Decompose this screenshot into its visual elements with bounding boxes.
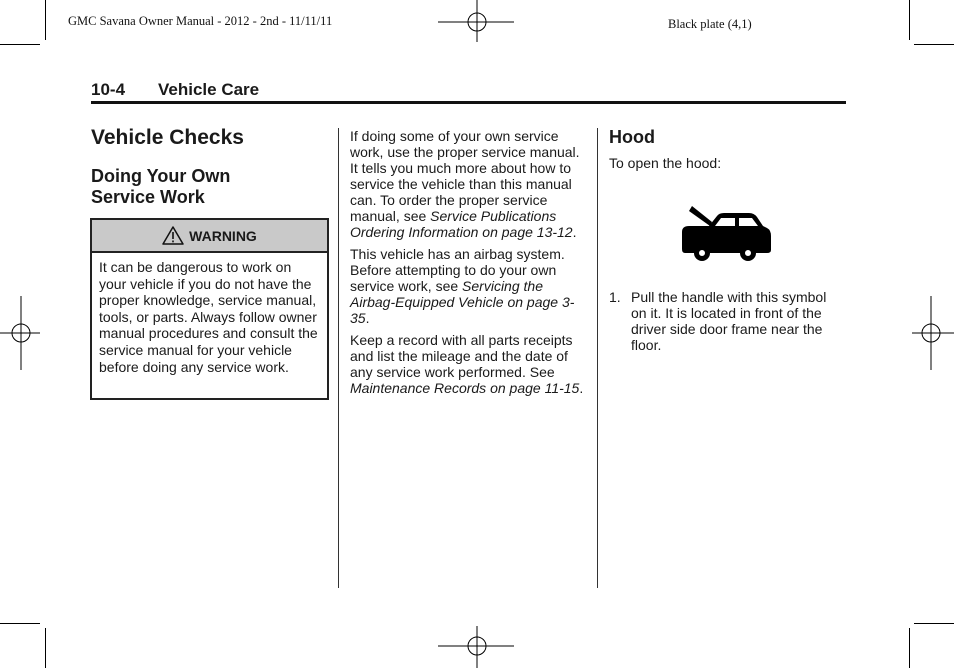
- column-divider-1: [338, 128, 339, 588]
- step-number: 1.: [609, 289, 621, 305]
- print-header-left: GMC Savana Owner Manual - 2012 - 2nd - 11/11/11: [68, 14, 333, 28]
- list-item: [609, 289, 841, 353]
- column-2-text: [350, 128, 586, 402]
- registration-mark-top: [438, 0, 518, 44]
- cross-reference-link[interactable]: Service Publications Ordering Information on page 13-12: [350, 208, 573, 240]
- paragraph-airbag: This vehicle has an airbag system. Before attempting to do your own service work, see Servicing the Airbag-Equipped Vehicle on page 3-35.: [350, 246, 575, 326]
- warning-box: [90, 218, 329, 400]
- subheading-line-2: Service Work: [91, 187, 205, 207]
- subheading: [91, 166, 230, 208]
- hood-steps: [609, 289, 841, 353]
- warning-header: [92, 220, 327, 253]
- warning-label: WARNING: [189, 227, 257, 244]
- hood-intro: To open the hood:: [609, 155, 722, 171]
- paragraph-text: Keep a record with all parts receipts and list the mileage and the date of any service work performed. See: [350, 332, 573, 380]
- registration-mark-right: [910, 296, 954, 372]
- warning-text: It can be dangerous to work on your vehicle if you do not have the proper knowledge, service manual, tools, or parts. Always follow owner manual procedures and consult the service manual for your vehicle before doing any service work.: [99, 259, 318, 375]
- registration-mark-bottom: [438, 624, 518, 668]
- page-heading: Vehicle Checks: [91, 126, 244, 149]
- section-header: [91, 80, 259, 100]
- header-rule: [91, 101, 846, 104]
- cross-reference-link[interactable]: Servicing the Airbag-Equipped Vehicle on page 3-35: [350, 278, 575, 326]
- warning-triangle-icon: [162, 226, 184, 245]
- paragraph-service-manual: If doing some of your own service work, use the proper service manual. It tells you much more about how to service the vehicle than this manual can. To order the proper service manual, see Service Publications Ordering Information on page 13-12.: [350, 128, 580, 240]
- paragraph-records: Keep a record with all parts receipts and list the mileage and the date of any service work performed. See Maintenance Records on page 11-15.: [350, 332, 584, 396]
- hood-release-icon: [679, 202, 774, 264]
- paragraph-text: This vehicle has an airbag system. Before attempting to do your own service work, see: [350, 246, 565, 294]
- section-title: Vehicle Care: [158, 80, 260, 99]
- hood-heading: Hood: [609, 127, 655, 147]
- subheading-line-1: Doing Your Own: [91, 166, 231, 186]
- step-text: Pull the handle with this symbol on it. It is located in front of the driver side door frame near the floor.: [631, 289, 827, 353]
- column-divider-2: [597, 128, 598, 588]
- registration-mark-left: [0, 296, 44, 372]
- page-number: 10-4: [91, 80, 126, 99]
- print-header-right: Black plate (4,1): [668, 17, 752, 31]
- cross-reference-link[interactable]: Maintenance Records on page 11-15: [350, 380, 580, 396]
- paragraph-text: If doing some of your own service work, use the proper service manual. It tells you much more about how to service the vehicle than this manual can. To order the proper service manual, see: [350, 128, 580, 224]
